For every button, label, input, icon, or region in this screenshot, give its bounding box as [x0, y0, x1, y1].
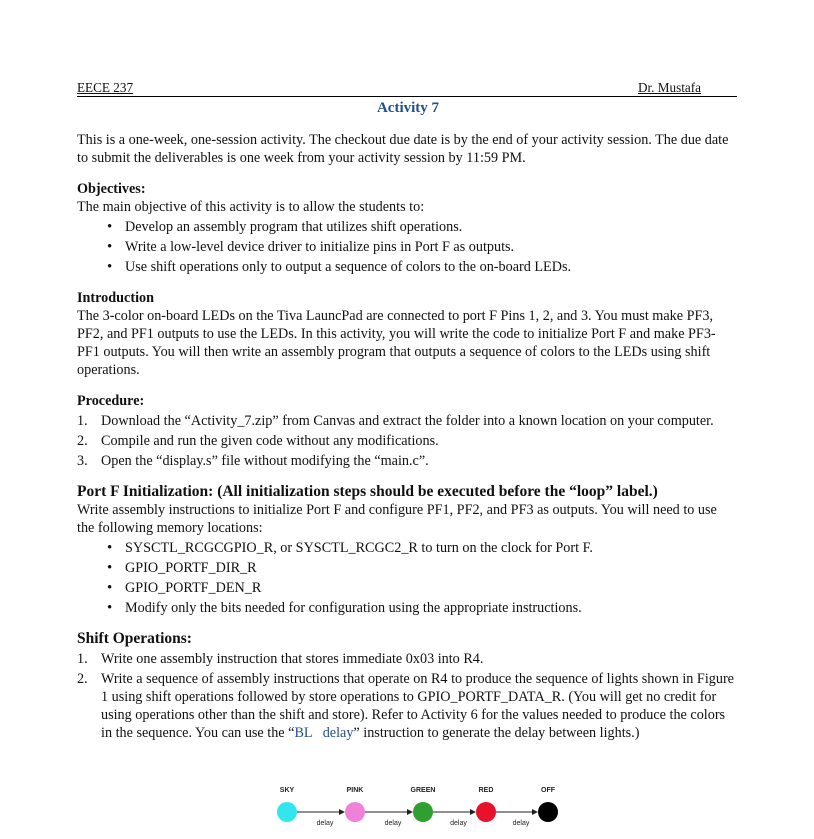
step-number: 2. — [77, 671, 88, 687]
delay-label: delay — [316, 820, 334, 827]
portf-heading: Port F Initialization: (All initialization steps should be executed before the “loop” label.) — [77, 483, 658, 500]
objectives-section — [77, 180, 737, 276]
list-item — [77, 650, 737, 668]
objectives-lead: The main objective of this activity is to allow the students to: — [77, 199, 425, 215]
led-sequence-figure — [270, 782, 570, 837]
step-number: 1. — [77, 651, 88, 667]
list-item: • GPIO_PORTF_DIR_R — [77, 559, 737, 577]
led-state-off — [538, 802, 558, 822]
list-item: • Write a low-level device driver to initialize pins in Port F as outputs. — [77, 238, 737, 256]
list-item — [77, 670, 737, 742]
procedure-section — [77, 392, 737, 470]
page-header — [77, 80, 737, 97]
list-item — [77, 452, 737, 470]
shift-section — [77, 630, 737, 742]
shift-heading: Shift Operations: — [77, 630, 192, 647]
list-item: • Develop an assembly program that utilizes shift operations. — [77, 218, 737, 236]
led-state-green — [413, 802, 433, 822]
delay-label: delay — [450, 820, 467, 827]
procedure-heading: Procedure: — [77, 393, 145, 409]
list-item — [77, 432, 737, 450]
step-text: Open the “display.s” file without modifying the “main.c”. — [101, 453, 429, 469]
state-label: RED — [478, 787, 494, 794]
portf-section — [77, 483, 737, 617]
introduction-text: The 3-color on-board LEDs on the Tiva LauncPad are connected to port F Pins 1, 2, and 3. You must make PF3, PF2, and PF1 outputs to use the LEDs. In this activity, you will write the code to initialize Port F and make PF3-PF1 outputs. You will then write an assembly program that outputs a sequence of colors to the LEDs using shift operations. — [77, 308, 716, 378]
state-label: OFF — [541, 787, 555, 794]
step-text: Write one assembly instruction that stores immediate 0x03 into R4. — [101, 651, 484, 667]
course-code: EECE 237 — [77, 80, 134, 95]
step-number: 3. — [77, 453, 88, 469]
portf-list — [77, 539, 737, 617]
delay-label: delay — [384, 820, 402, 827]
code-snippet: BL delay — [294, 725, 354, 741]
state-label: GREEN — [410, 787, 436, 794]
document-page — [77, 80, 737, 744]
led-state-sky — [277, 802, 297, 822]
page-title: Activity 7 — [376, 100, 440, 116]
list-item — [77, 412, 737, 430]
list-item: • Modify only the bits needed for configuration using the appropriate instructions. — [77, 599, 737, 617]
objectives-list — [77, 218, 737, 276]
shift-list — [77, 650, 737, 742]
led-sequence-diagram — [270, 782, 570, 837]
procedure-list — [77, 412, 737, 470]
instructor-name: Dr. Mustafa — [638, 80, 701, 95]
led-state-pink — [345, 802, 365, 822]
portf-text: Write assembly instructions to initialize Port F and configure PF1, PF2, and PF3 as outputs. You will need to use the following memory locations: — [77, 502, 717, 536]
state-label: PINK — [346, 787, 364, 794]
introduction-section — [77, 289, 737, 379]
delay-label: delay — [512, 820, 530, 827]
step-number: 1. — [77, 413, 88, 429]
step-number: 2. — [77, 433, 88, 449]
list-item: • Use shift operations only to output a sequence of colors to the on-board LEDs. — [77, 258, 737, 276]
step-text-a: Write a sequence of assembly instructions that operate on R4 to produce the sequence of lights shown in Figure 1 using shift operations followed by store operations to GPIO_PORTF_DATA_R. (You will get no credit for using operations other than the shift and store). Refer to Activity 6 for the values needed to produce the colors in the sequence. You can use the “ — [101, 671, 734, 741]
objectives-heading: Objectives: — [77, 181, 146, 197]
state-label: SKY — [279, 787, 295, 794]
step-text: Compile and run the given code without any modifications. — [101, 433, 439, 449]
led-state-red — [476, 802, 496, 822]
intro-paragraph: This is a one-week, one-session activity. The checkout due date is by the end of your activity session. The due date to submit the deliverables is one week from your activity session by 11:59 PM. — [77, 132, 729, 166]
list-item: • SYSCTL_RCGCGPIO_R, or SYSCTL_RCGC2_R to turn on the clock for Port F. — [77, 539, 737, 557]
step-text-b: ” instruction to generate the delay between lights.) — [353, 725, 640, 741]
introduction-heading: Introduction — [77, 290, 154, 306]
step-text: Download the “Activity_7.zip” from Canvas and extract the folder into a known location on your computer. — [101, 413, 714, 429]
list-item: • GPIO_PORTF_DEN_R — [77, 579, 737, 597]
